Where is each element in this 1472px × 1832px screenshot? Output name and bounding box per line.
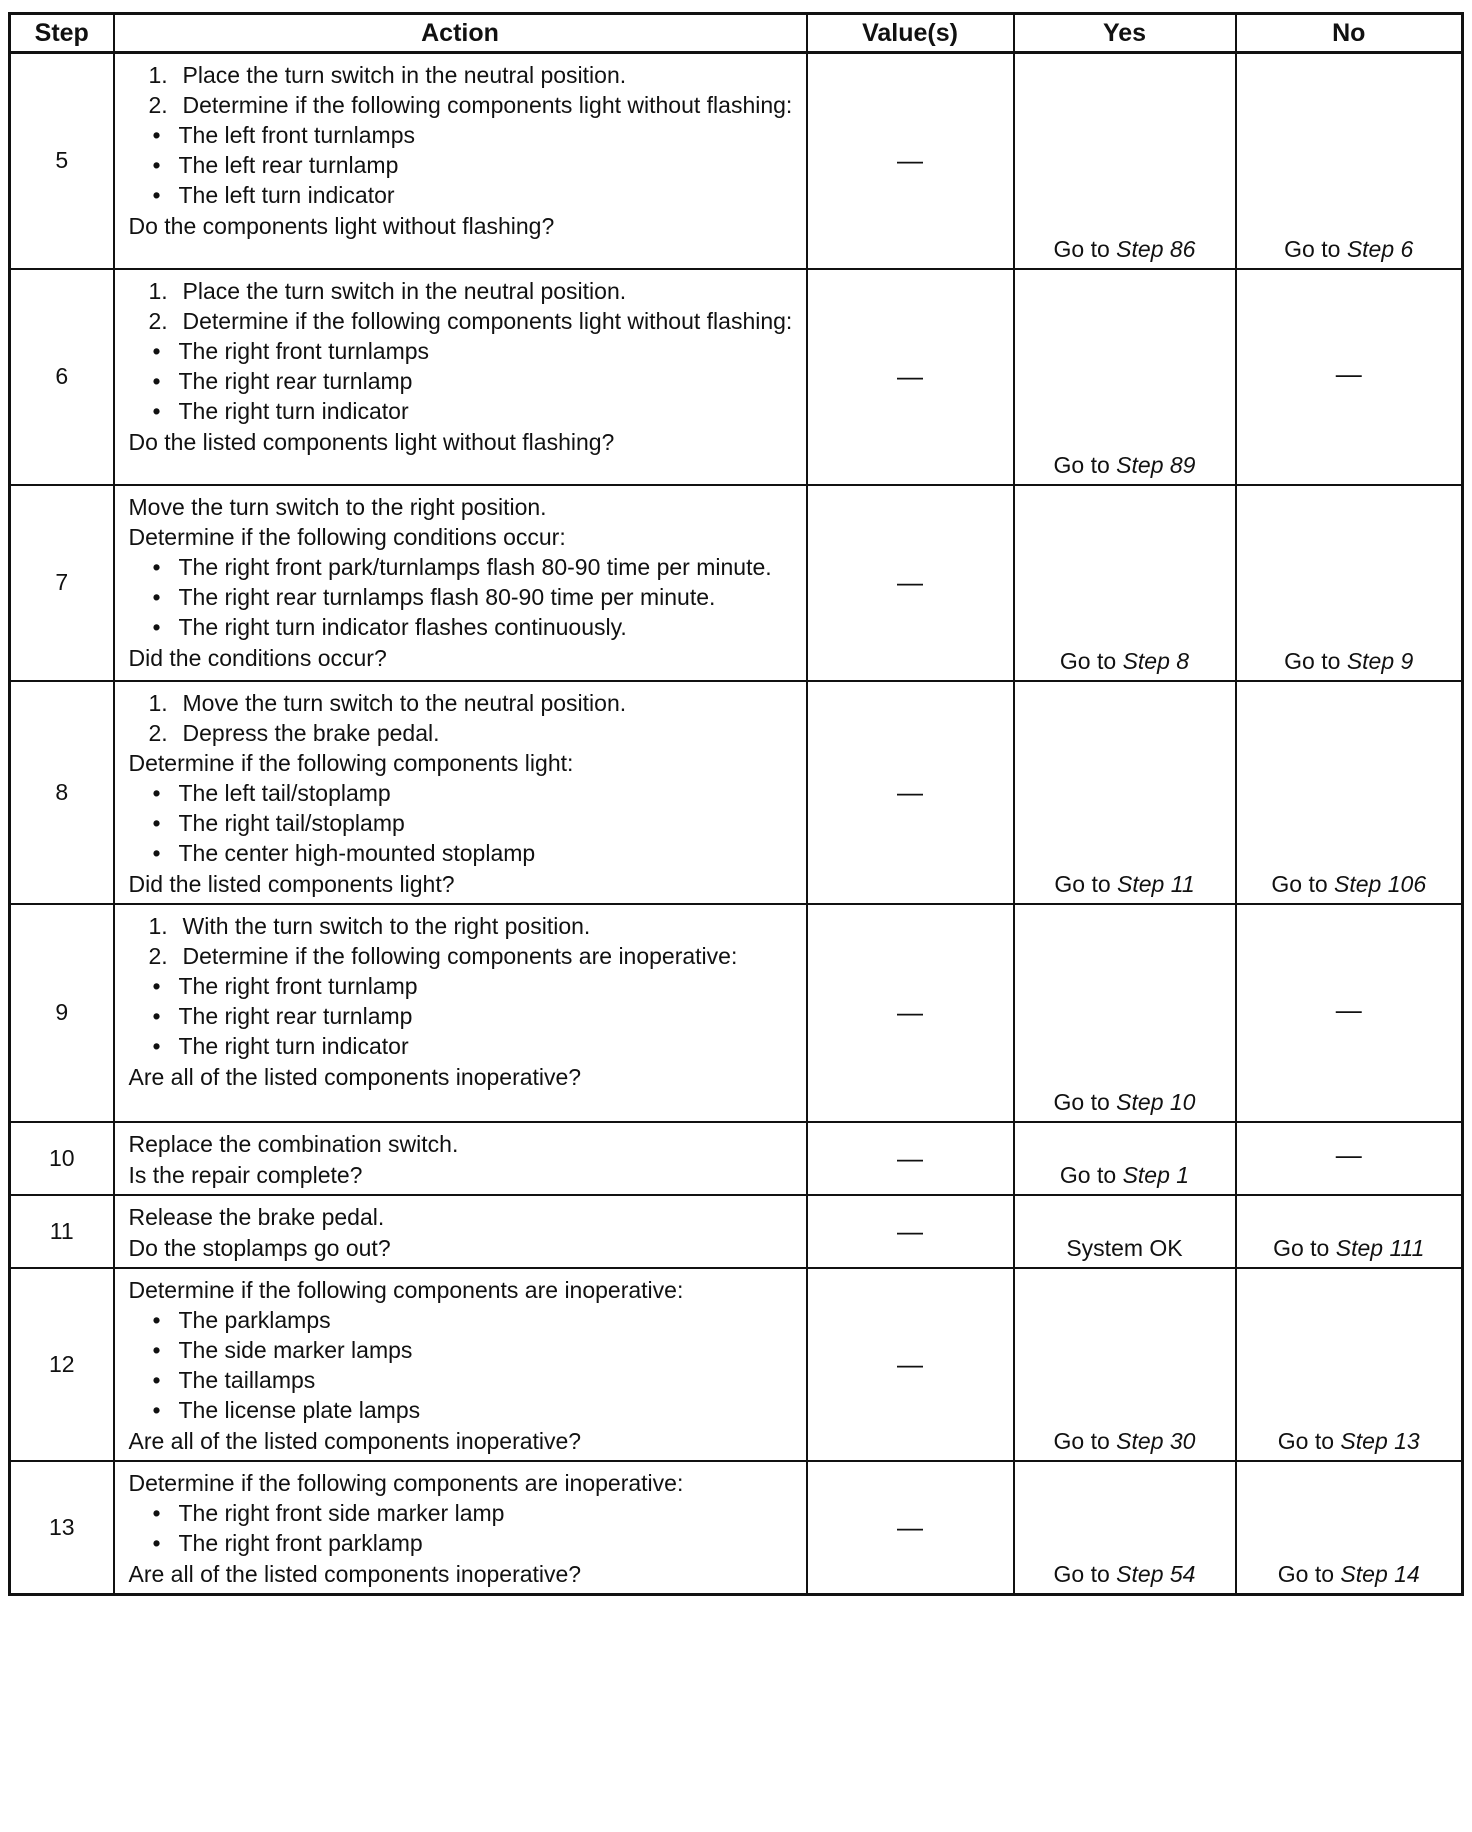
- bullet-icon: •: [152, 1032, 161, 1059]
- numbered-item: [129, 912, 794, 941]
- no-cell: [1236, 1195, 1463, 1268]
- value-cell: —: [807, 1461, 1014, 1595]
- table-row: [10, 53, 1463, 269]
- bullet-item: [129, 1032, 794, 1061]
- item-number: 2.: [148, 942, 168, 969]
- goto-step: Step 6: [1346, 235, 1414, 262]
- action-question: Do the stoplamps go out?: [128, 1234, 391, 1261]
- table-row: [10, 681, 1463, 904]
- item-text: Determine if the following components light without flashing:: [182, 92, 793, 118]
- no-cell: [1236, 1122, 1463, 1195]
- goto-label: Go to: [1053, 1427, 1110, 1454]
- action-instruction: Replace the combination switch.: [128, 1130, 459, 1157]
- item-number: 1.: [148, 912, 168, 939]
- no-goto: [1237, 1235, 1462, 1262]
- action-cell: [114, 485, 807, 681]
- step-number: 13: [10, 1461, 114, 1595]
- action-question: Are all of the listed components inoperative?: [128, 1560, 582, 1587]
- action-question: Did the listed components light?: [128, 870, 455, 897]
- goto-label: Go to: [1273, 1234, 1330, 1261]
- no-goto: [1237, 648, 1462, 675]
- step-number: 10: [10, 1122, 114, 1195]
- numbered-item: [129, 689, 794, 718]
- value-cell: —: [807, 1195, 1014, 1268]
- goto-label: Go to: [1271, 870, 1328, 897]
- bullet-icon: •: [152, 553, 161, 580]
- yes-cell: [1014, 1122, 1236, 1195]
- numbered-item: [129, 91, 794, 120]
- action-instruction: Release the brake pedal.: [128, 1203, 385, 1230]
- step-number: 12: [10, 1268, 114, 1461]
- goto-label: Go to: [1284, 647, 1341, 674]
- bullet-icon: •: [152, 397, 161, 424]
- item-text: The right front parklamp: [178, 1529, 423, 1556]
- goto-label: Go to: [1277, 1560, 1335, 1587]
- item-text: Move the turn switch to the neutral position.: [182, 689, 627, 716]
- bullet-item: [129, 839, 794, 868]
- no-cell: [1236, 904, 1463, 1122]
- yes-cell: [1014, 1268, 1236, 1461]
- value-cell: —: [807, 1268, 1014, 1461]
- numbered-item: [129, 307, 794, 336]
- action-question: Do the listed components light without flashing?: [128, 428, 615, 455]
- value-cell: —: [807, 904, 1014, 1122]
- action-instruction: Determine if the following components light:: [128, 749, 574, 776]
- item-number: 1.: [148, 277, 168, 304]
- action-question: Are all of the listed components inoperative?: [128, 1427, 582, 1454]
- no-goto: [1237, 236, 1462, 263]
- action-cell: [114, 904, 807, 1122]
- goto-step: Step 54: [1116, 1560, 1196, 1587]
- bullet-item: [129, 1529, 794, 1558]
- item-text: The right rear turnlamp: [178, 367, 413, 394]
- numbered-item: [129, 277, 794, 306]
- yes-goto: [1015, 1561, 1235, 1588]
- no-dash: —: [1335, 993, 1362, 1024]
- action-instruction: Determine if the following components are inoperative:: [128, 1276, 684, 1303]
- no-goto: [1237, 871, 1462, 898]
- bullet-item: [129, 181, 794, 210]
- bullet-icon: •: [152, 1306, 161, 1333]
- bullet-icon: •: [152, 1336, 161, 1363]
- bullet-item: [129, 337, 794, 366]
- goto-step: Step 111: [1335, 1234, 1425, 1261]
- diagnostic-table: [8, 12, 1464, 1596]
- table-row: [10, 485, 1463, 681]
- header-no: No: [1236, 14, 1463, 53]
- step-number: 5: [10, 53, 114, 269]
- goto-label: Go to: [1053, 451, 1110, 478]
- goto-label: Go to: [1053, 235, 1110, 262]
- yes-cell: [1014, 269, 1236, 485]
- item-text: The left tail/stoplamp: [178, 779, 391, 806]
- action-instruction: Determine if the following components are inoperative:: [128, 1469, 684, 1496]
- goto-label: Go to: [1054, 870, 1111, 897]
- bullet-icon: •: [152, 1529, 161, 1556]
- yes-goto: [1015, 871, 1235, 898]
- bullet-item: [129, 553, 794, 582]
- table-row: [10, 1268, 1463, 1461]
- bullet-icon: •: [152, 182, 161, 208]
- goto-step: Step 9: [1346, 647, 1414, 674]
- item-number: 1.: [148, 689, 168, 716]
- item-text: The left rear turnlamp: [178, 152, 399, 178]
- yes-result: System OK: [1066, 1234, 1183, 1261]
- bullet-item: [129, 1306, 794, 1335]
- step-number: 11: [10, 1195, 114, 1268]
- action-instruction: Move the turn switch to the right position.: [128, 493, 547, 520]
- bullet-icon: •: [152, 779, 161, 806]
- bullet-icon: •: [152, 583, 161, 610]
- action-cell: [114, 1122, 807, 1195]
- item-text: The right turn indicator: [178, 1032, 409, 1059]
- item-text: Determine if the following components light without flashing:: [182, 307, 793, 334]
- bullet-item: [129, 583, 794, 612]
- no-cell: [1236, 681, 1463, 904]
- goto-step: Step 13: [1340, 1427, 1420, 1454]
- no-cell: [1236, 485, 1463, 681]
- bullet-item: [129, 121, 794, 150]
- numbered-item: [129, 61, 794, 90]
- bullet-item: [129, 1499, 794, 1528]
- item-text: The right front turnlamp: [178, 972, 418, 999]
- action-cell: [114, 1461, 807, 1595]
- value-cell: —: [807, 485, 1014, 681]
- item-text: The right turn indicator: [178, 397, 409, 424]
- item-text: The left turn indicator: [178, 182, 395, 208]
- yes-cell: [1014, 485, 1236, 681]
- item-text: The license plate lamps: [178, 1396, 421, 1423]
- no-cell: [1236, 1268, 1463, 1461]
- no-dash: —: [1335, 357, 1362, 388]
- goto-label: Go to: [1059, 647, 1117, 674]
- bullet-item: [129, 1002, 794, 1031]
- no-dash: —: [1335, 1139, 1362, 1170]
- table-body: [10, 53, 1463, 1595]
- yes-goto: [1015, 1428, 1235, 1455]
- bullet-icon: •: [152, 613, 161, 640]
- goto-step: Step 106: [1334, 870, 1427, 897]
- yes-goto: [1015, 1089, 1235, 1116]
- table-row: [10, 269, 1463, 485]
- bullet-item: [129, 367, 794, 396]
- bullet-icon: •: [152, 122, 161, 148]
- yes-cell: [1014, 904, 1236, 1122]
- bullet-icon: •: [152, 1366, 161, 1393]
- no-goto: [1237, 1428, 1462, 1455]
- action-question: Do the components light without flashing?: [128, 213, 555, 239]
- bullet-item: [129, 809, 794, 838]
- no-cell: [1236, 1461, 1463, 1595]
- item-text: With the turn switch to the right position.: [182, 912, 591, 939]
- yes-cell: [1014, 1461, 1236, 1595]
- item-text: Place the turn switch in the neutral position.: [182, 277, 627, 304]
- goto-step: Step 86: [1116, 235, 1196, 262]
- value-cell: —: [807, 681, 1014, 904]
- goto-step: Step 89: [1116, 451, 1196, 478]
- table-row: [10, 1461, 1463, 1595]
- item-number: 2.: [148, 307, 168, 334]
- yes-cell: [1014, 1195, 1236, 1268]
- item-text: Place the turn switch in the neutral position.: [182, 62, 627, 88]
- yes-goto: [1015, 648, 1235, 675]
- action-question: Is the repair complete?: [128, 1161, 363, 1188]
- bullet-icon: •: [152, 337, 161, 364]
- action-question: Did the conditions occur?: [128, 644, 387, 671]
- bullet-item: [129, 779, 794, 808]
- bullet-icon: •: [152, 367, 161, 394]
- bullet-item: [129, 151, 794, 180]
- no-cell: [1236, 269, 1463, 485]
- action-cell: [114, 1268, 807, 1461]
- goto-step: Step 1: [1122, 1161, 1190, 1188]
- item-number: 2.: [148, 719, 168, 746]
- step-number: 6: [10, 269, 114, 485]
- bullet-icon: •: [152, 1002, 161, 1029]
- bullet-item: [129, 1396, 794, 1425]
- value-cell: —: [807, 1122, 1014, 1195]
- bullet-icon: •: [152, 809, 161, 836]
- action-instruction: Determine if the following conditions occur:: [128, 523, 566, 550]
- numbered-item: [129, 719, 794, 748]
- bullet-item: [129, 1366, 794, 1395]
- item-text: The parklamps: [178, 1306, 331, 1333]
- item-number: 1.: [148, 62, 168, 88]
- item-text: Determine if the following components are inoperative:: [182, 942, 738, 969]
- item-text: The center high-mounted stoplamp: [178, 839, 536, 866]
- goto-label: Go to: [1053, 1560, 1110, 1587]
- goto-step: Step 30: [1116, 1427, 1196, 1454]
- header-step: Step: [10, 14, 114, 53]
- bullet-item: [129, 613, 794, 642]
- action-question: Are all of the listed components inoperative?: [128, 1063, 582, 1090]
- bullet-item: [129, 972, 794, 1001]
- goto-step: Step 14: [1340, 1560, 1420, 1587]
- item-number: 2.: [148, 92, 168, 118]
- item-text: The left front turnlamps: [178, 122, 415, 148]
- goto-label: Go to: [1284, 235, 1341, 262]
- step-number: 7: [10, 485, 114, 681]
- step-number: 8: [10, 681, 114, 904]
- value-cell: —: [807, 269, 1014, 485]
- goto-label: Go to: [1053, 1088, 1110, 1115]
- yes-cell: [1014, 53, 1236, 269]
- header-row: [10, 14, 1463, 53]
- item-text: The right front park/turnlamps flash 80-90 time per minute.: [178, 553, 772, 580]
- header-action: Action: [114, 14, 807, 53]
- item-text: Depress the brake pedal.: [182, 719, 440, 746]
- item-text: The right turn indicator flashes continuously.: [178, 613, 627, 640]
- goto-label: Go to: [1277, 1427, 1335, 1454]
- goto-label: Go to: [1059, 1161, 1117, 1188]
- table-row: [10, 904, 1463, 1122]
- yes-cell: [1014, 681, 1236, 904]
- bullet-icon: •: [152, 152, 161, 178]
- bullet-item: [129, 397, 794, 426]
- item-text: The right tail/stoplamp: [178, 809, 405, 836]
- goto-step: Step 11: [1117, 870, 1195, 897]
- item-text: The right front turnlamps: [178, 337, 430, 364]
- bullet-icon: •: [152, 839, 161, 866]
- goto-step: Step 10: [1116, 1088, 1196, 1115]
- item-text: The side marker lamps: [178, 1336, 413, 1363]
- action-cell: [114, 53, 807, 269]
- item-text: The right rear turnlamps flash 80-90 time per minute.: [178, 583, 716, 610]
- header-yes: Yes: [1014, 14, 1236, 53]
- action-cell: [114, 681, 807, 904]
- item-text: The taillamps: [178, 1366, 316, 1393]
- yes-goto: [1015, 1162, 1235, 1189]
- action-cell: [114, 1195, 807, 1268]
- action-cell: [114, 269, 807, 485]
- item-text: The right rear turnlamp: [178, 1002, 413, 1029]
- numbered-item: [129, 942, 794, 971]
- value-cell: —: [807, 53, 1014, 269]
- bullet-item: [129, 1336, 794, 1365]
- bullet-icon: •: [152, 1499, 161, 1526]
- step-number: 9: [10, 904, 114, 1122]
- bullet-icon: •: [152, 972, 161, 999]
- yes-goto: [1015, 452, 1235, 479]
- bullet-icon: •: [152, 1396, 161, 1423]
- no-goto: [1237, 1561, 1462, 1588]
- no-cell: [1236, 53, 1463, 269]
- item-text: The right front side marker lamp: [178, 1499, 505, 1526]
- yes-goto: [1015, 236, 1235, 263]
- table-row: [10, 1122, 1463, 1195]
- goto-step: Step 8: [1122, 647, 1190, 674]
- header-values: Value(s): [807, 14, 1014, 53]
- table-row: [10, 1195, 1463, 1268]
